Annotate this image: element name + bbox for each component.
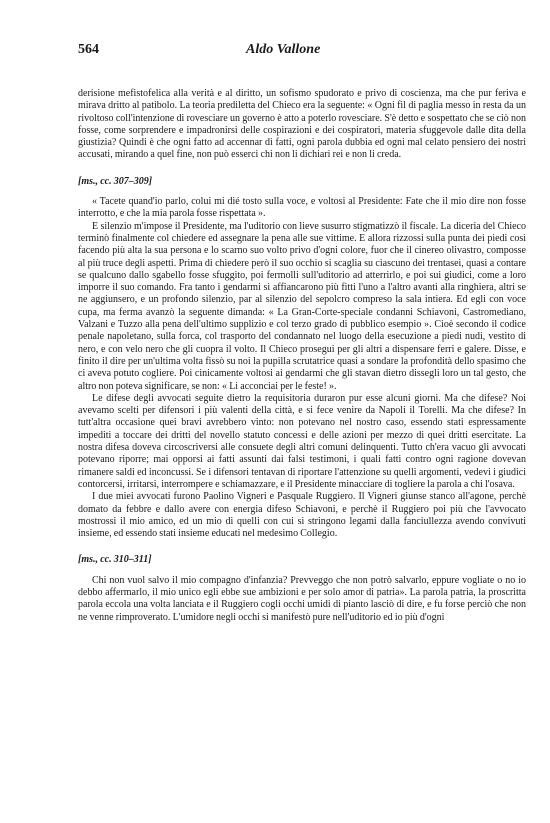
document-page bbox=[78, 42, 526, 624]
running-head: Aldo Vallone bbox=[246, 42, 321, 57]
manuscript-reference: [ms., cc. 307–309] bbox=[78, 175, 153, 187]
manuscript-reference: [ms., cc. 310–311] bbox=[78, 554, 152, 566]
paragraph: E silenzio m'impose il Presidente, ma l'uditorio con lieve susurro stigmatizzò il fiscale. La diceria del Chieco terminò finalmente col chiedere ed assegnare la pena alle sue vittime. E allora rizzossi sulla punta dei piedi così facendo più alta la sua persona e lo scarno suo volto privo d'ogni colore, fuor che il cinereo olivastro, composse al più truce degli aspetti. Prima di chiedere però il suo occhio si scaglia su ciascuno dei trentasei, quasi a contare se qualcuno dallo sgabello fosse sfuggito, poi fermolli sull'uditorio ad atterrirlo, e poi sui giudici, come a loro imporre il suo comando. Fra tanto i gendarmi si affiancarono più fitti l'uno a l'altro avanti alla ringhiera, altri se ne aggiunsero, e un profondo silenzio, par al silenzio del sepolcro compreso la sala intiera. Ed egli con voce cupa, ma ferma avanzò la seguente dimanda: « La Gran-Corte-speciale condanni Schiavoni, Castromediano, Valzani e Tuzzo alla pena dell'ultimo supplizio e col terzo grado di pubblico esempio ». Cioè secondo il codice penale napoletano, sulla forca, col trasporto del condannato nel luogo della esecuzione a piedi nudi, vestito di nero, e con velo nero che gli cuopra il volto. Il Chieco prosegui per gli altri a dispensare ferri e galere. Disse, e finito il dire per un'ultima volta fissò su noi la pupilla scrutatrice quasi a sondare la profondità dello spasimo che ci aveva potuto cogliere. Poi cinicamente voltosi ai gendarmi che gli stavan dietro dissegli loro un tal gesto, che altro non poteva significare, se non: « Li acconciai per le feste! ». bbox=[78, 220, 526, 392]
paragraph: Le difese degli avvocati seguite dietro la requisitoria duraron pur esse alcuni giorni. Ma che difese? Noi avevamo scelti per difensori i più valenti della città, e si fece venire da Napoli il Torelli. Ma che difese? In tutt'altra occasione quei bravi avrebbero vinto: non potevano nel nostro caso, essendo stati espressamente impediti a toccare dei dritti del novello statuto concessi e delle azioni per mezzo di quei dritti esercitate. La nostra difesa doveva circoscriversi alle consuete degli altri comuni delinquenti. Tutto ch'era vacuo gli avvocati potevano riporre; mai opporsi ai fatti assunti dai falsi testimoni, i quali fatti contro ogni ragione dovevan rimanere saldi ed inconcussi. Se i difensori tentavan di riportare l'attenzione su quelli argomenti, vedevi i giudici contorcersi, irritarsi, interrompere e schiamazzare, e il Presidente minacciare di togliere la parola a chi l'osava. bbox=[78, 392, 526, 490]
paragraph-continued: derisione mefistofelica alla verità e al diritto, un sofismo spudorato e privo di coscienza, ma che pur feriva e mirava dritto al patibolo. La teoria prediletta del Chieco era la seguente: « Ogni fil di paglia messo in resta da un rivoltoso coll'intenzione di rovesciare un governo è atto a poterlo rovesciare. S'è detto e sospettato che se ciò non fosse, come sorprendere e impadronirsi delle cospirazioni e dei cospiratori, materia sfuggevole dalle dita della giustizia? Quindi è che ogni fatto ad accennar di fatti, ogni parola dubbia ed ogni mal celato pensiero dei nostri accusati, mirando a quel fine, non può esserci chi non li dichiari rei e non li creda. bbox=[78, 88, 526, 161]
paragraph: « Tacete quand'io parlo, colui mi dié tosto sulla voce, e voltosi al Presidente: Fate che il mio dire non fosse interrotto, e che la mia parola fosse rispettata ». bbox=[78, 196, 526, 220]
paragraph: Chi non vuol salvo il mio compagno d'infanzia? Prevveggo che non potrò salvarlo, eppure vogliate o no io debbo affermarlo, il mio unico egli ebbe sue ambizioni e per solo amor di patria». La parola patria, la proscritta parola eccola una volta lanciata e il Ruggiero cogli occhi umidi di pianto lasciò di dire, e fu forse perciò che non ne venne rimproverato. L'umidore negli occhi si manifestò pure nell'uditorio ed io più d'ogni bbox=[78, 574, 526, 623]
page-header bbox=[78, 42, 526, 64]
page-number: 564 bbox=[78, 42, 99, 57]
body-text bbox=[78, 88, 526, 624]
paragraph: I due miei avvocati furono Paolino Vigneri e Pasquale Ruggiero. Il Vigneri giunse stanco all'agone, perchè domato da febbre e dallo avere con energia difeso Schiavoni, e perchè il Ruggiero poi più che l'avvocato mostrossi il mio amico, ed un mio di quelli con cui si stringono legami dalla fanciullezza avendo convivuti insieme, ed essendo stati insieme educati nel medesimo Collegio. bbox=[78, 491, 526, 540]
